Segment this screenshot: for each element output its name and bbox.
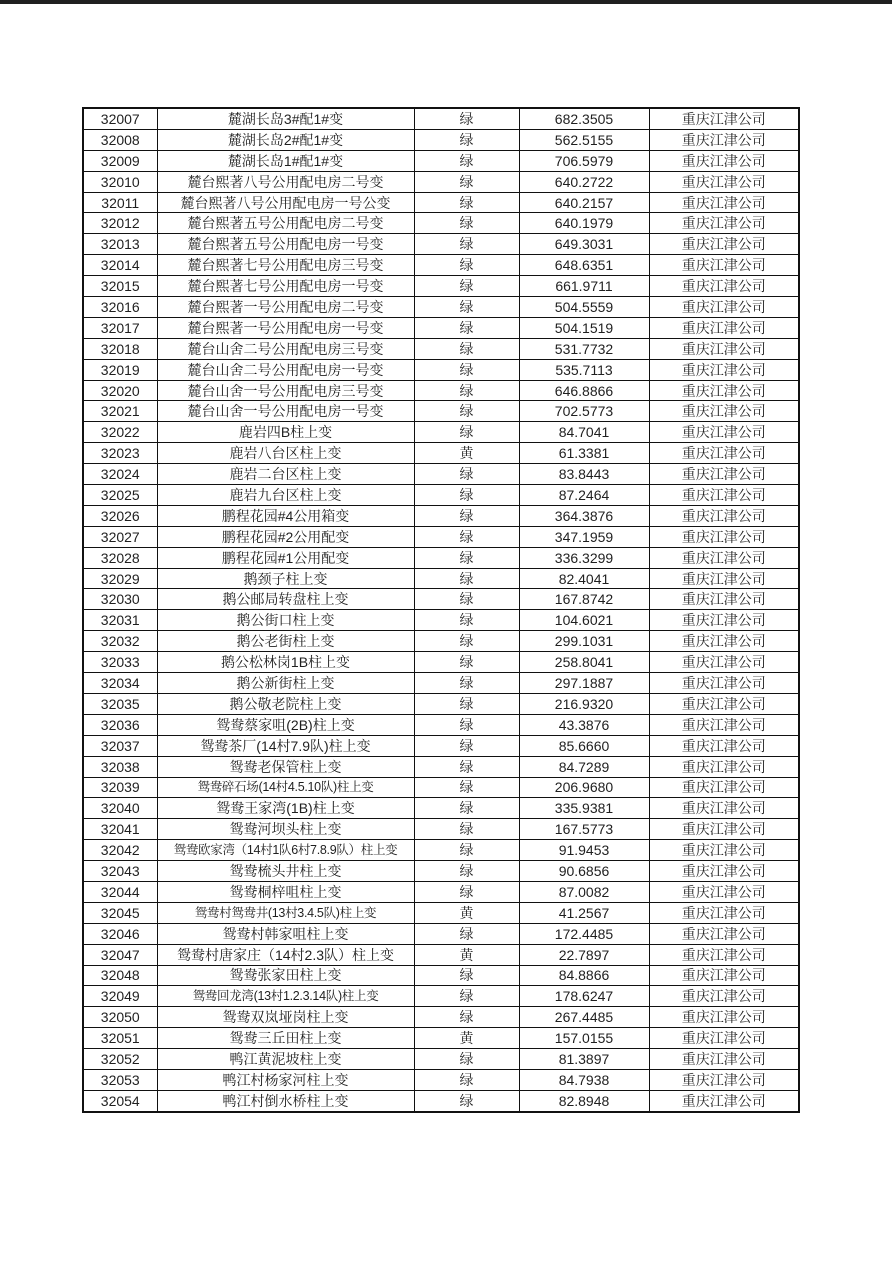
cell-company: 重庆江津公司	[649, 714, 799, 735]
table-row	[83, 693, 799, 714]
cell-id: 32054	[83, 1090, 157, 1111]
cell-status: 绿	[414, 359, 519, 380]
cell-name: 麓台熙著八号公用配电房二号变	[157, 171, 414, 192]
table-row	[83, 673, 799, 694]
cell-id: 32013	[83, 234, 157, 255]
cell-value: 649.3031	[519, 234, 649, 255]
cell-company: 重庆江津公司	[649, 610, 799, 631]
cell-name: 鸳鸯村韩家咀柱上变	[157, 923, 414, 944]
cell-id: 32012	[83, 213, 157, 234]
cell-status: 绿	[414, 631, 519, 652]
table-row	[83, 944, 799, 965]
cell-name: 麓湖长岛3#配1#变	[157, 108, 414, 129]
cell-name: 鹿岩四B柱上变	[157, 422, 414, 443]
cell-company: 重庆江津公司	[649, 317, 799, 338]
table-row	[83, 986, 799, 1007]
cell-name: 鸳鸯回龙湾(13村1.2.3.14队)柱上变	[157, 986, 414, 1007]
table-row	[83, 297, 799, 318]
cell-status: 绿	[414, 380, 519, 401]
table-row	[83, 610, 799, 631]
cell-status: 绿	[414, 819, 519, 840]
cell-name: 麓台熙著七号公用配电房三号变	[157, 255, 414, 276]
cell-name: 鹏程花园#4公用箱变	[157, 505, 414, 526]
cell-company: 重庆江津公司	[649, 652, 799, 673]
cell-status: 绿	[414, 317, 519, 338]
table-row	[83, 965, 799, 986]
table-row	[83, 902, 799, 923]
table-row	[83, 401, 799, 422]
table-row	[83, 589, 799, 610]
cell-id: 32010	[83, 171, 157, 192]
cell-id: 32040	[83, 798, 157, 819]
cell-value: 661.9711	[519, 276, 649, 297]
cell-company: 重庆江津公司	[649, 1028, 799, 1049]
cell-status: 绿	[414, 401, 519, 422]
cell-company: 重庆江津公司	[649, 359, 799, 380]
cell-company: 重庆江津公司	[649, 756, 799, 777]
cell-name: 鹏程花园#1公用配变	[157, 547, 414, 568]
table-row	[83, 380, 799, 401]
cell-company: 重庆江津公司	[649, 777, 799, 798]
cell-company: 重庆江津公司	[649, 234, 799, 255]
cell-value: 81.3897	[519, 1049, 649, 1070]
cell-value: 91.9453	[519, 840, 649, 861]
cell-id: 32042	[83, 840, 157, 861]
cell-name: 鸳鸯河坝头柱上变	[157, 819, 414, 840]
cell-id: 32011	[83, 192, 157, 213]
cell-name: 鹅公新街柱上变	[157, 673, 414, 694]
cell-value: 216.9320	[519, 693, 649, 714]
cell-value: 562.5155	[519, 129, 649, 150]
cell-name: 鸳鸯茶厂(14村7.9队)柱上变	[157, 735, 414, 756]
cell-company: 重庆江津公司	[649, 505, 799, 526]
cell-value: 84.7938	[519, 1069, 649, 1090]
cell-value: 85.6660	[519, 735, 649, 756]
cell-id: 32016	[83, 297, 157, 318]
cell-name: 鸳鸯村唐家庄（14村2.3队）柱上变	[157, 944, 414, 965]
cell-value: 535.7113	[519, 359, 649, 380]
cell-status: 绿	[414, 881, 519, 902]
cell-status: 绿	[414, 171, 519, 192]
table-row	[83, 568, 799, 589]
cell-name: 麓台熙著五号公用配电房二号变	[157, 213, 414, 234]
cell-company: 重庆江津公司	[649, 276, 799, 297]
cell-name: 鸳鸯欧家湾（14村1队6村7.8.9队）柱上变	[157, 840, 414, 861]
cell-status: 黄	[414, 1028, 519, 1049]
cell-value: 82.8948	[519, 1090, 649, 1111]
cell-status: 绿	[414, 693, 519, 714]
cell-value: 157.0155	[519, 1028, 649, 1049]
cell-name: 鸳鸯蔡家咀(2B)柱上变	[157, 714, 414, 735]
cell-company: 重庆江津公司	[649, 171, 799, 192]
cell-name: 鹅公敬老院柱上变	[157, 693, 414, 714]
table-row	[83, 443, 799, 464]
table-row	[83, 129, 799, 150]
cell-company: 重庆江津公司	[649, 380, 799, 401]
cell-status: 绿	[414, 338, 519, 359]
cell-id: 32007	[83, 108, 157, 129]
cell-id: 32034	[83, 673, 157, 694]
cell-name: 麓台熙著一号公用配电房一号变	[157, 317, 414, 338]
cell-name: 鸭江村杨家河柱上变	[157, 1069, 414, 1090]
cell-value: 531.7732	[519, 338, 649, 359]
cell-status: 绿	[414, 840, 519, 861]
cell-status: 绿	[414, 108, 519, 129]
table-row	[83, 1090, 799, 1111]
cell-name: 鸳鸯村鸳鸯井(13村3.4.5队)柱上变	[157, 902, 414, 923]
cell-name: 鸳鸯梳头井柱上变	[157, 861, 414, 882]
cell-id: 32018	[83, 338, 157, 359]
table-row	[83, 923, 799, 944]
cell-id: 32053	[83, 1069, 157, 1090]
cell-name: 麓台山舍二号公用配电房一号变	[157, 359, 414, 380]
cell-company: 重庆江津公司	[649, 1007, 799, 1028]
cell-company: 重庆江津公司	[649, 338, 799, 359]
cell-status: 绿	[414, 505, 519, 526]
cell-company: 重庆江津公司	[649, 526, 799, 547]
cell-id: 32031	[83, 610, 157, 631]
cell-company: 重庆江津公司	[649, 192, 799, 213]
cell-id: 32029	[83, 568, 157, 589]
cell-name: 鸭江村倒水桥柱上变	[157, 1090, 414, 1111]
cell-value: 702.5773	[519, 401, 649, 422]
table-row	[83, 276, 799, 297]
cell-id: 32023	[83, 443, 157, 464]
cell-id: 32021	[83, 401, 157, 422]
cell-status: 黄	[414, 944, 519, 965]
cell-value: 82.4041	[519, 568, 649, 589]
table-container	[82, 107, 798, 1113]
cell-id: 32015	[83, 276, 157, 297]
cell-value: 347.1959	[519, 526, 649, 547]
table-row	[83, 150, 799, 171]
cell-value: 90.6856	[519, 861, 649, 882]
cell-id: 32027	[83, 526, 157, 547]
table-row	[83, 881, 799, 902]
table-row	[83, 464, 799, 485]
cell-status: 绿	[414, 861, 519, 882]
cell-name: 鹅公邮局转盘柱上变	[157, 589, 414, 610]
cell-value: 172.4485	[519, 923, 649, 944]
cell-id: 32009	[83, 150, 157, 171]
cell-name: 鸳鸯桐梓咀柱上变	[157, 881, 414, 902]
cell-company: 重庆江津公司	[649, 547, 799, 568]
page-top-border	[0, 0, 892, 4]
transformer-table	[82, 107, 800, 1113]
cell-company: 重庆江津公司	[649, 944, 799, 965]
cell-value: 84.7289	[519, 756, 649, 777]
cell-status: 绿	[414, 923, 519, 944]
cell-company: 重庆江津公司	[649, 1090, 799, 1111]
cell-company: 重庆江津公司	[649, 589, 799, 610]
cell-id: 32045	[83, 902, 157, 923]
cell-value: 104.6021	[519, 610, 649, 631]
cell-status: 绿	[414, 777, 519, 798]
cell-status: 绿	[414, 276, 519, 297]
cell-name: 麓台熙著七号公用配电房一号变	[157, 276, 414, 297]
cell-value: 87.0082	[519, 881, 649, 902]
cell-name: 鸳鸯张家田柱上变	[157, 965, 414, 986]
cell-value: 504.5559	[519, 297, 649, 318]
cell-company: 重庆江津公司	[649, 881, 799, 902]
cell-name: 鸳鸯三丘田柱上变	[157, 1028, 414, 1049]
cell-name: 鹿岩二台区柱上变	[157, 464, 414, 485]
cell-value: 84.7041	[519, 422, 649, 443]
cell-value: 640.2157	[519, 192, 649, 213]
table-row	[83, 526, 799, 547]
table-row	[83, 317, 799, 338]
table-body	[83, 108, 799, 1112]
cell-company: 重庆江津公司	[649, 965, 799, 986]
cell-status: 绿	[414, 986, 519, 1007]
cell-status: 绿	[414, 485, 519, 506]
cell-company: 重庆江津公司	[649, 1049, 799, 1070]
cell-name: 鹿岩九台区柱上变	[157, 485, 414, 506]
table-row	[83, 234, 799, 255]
table-row	[83, 171, 799, 192]
cell-value: 87.2464	[519, 485, 649, 506]
cell-value: 682.3505	[519, 108, 649, 129]
cell-company: 重庆江津公司	[649, 631, 799, 652]
cell-id: 32022	[83, 422, 157, 443]
cell-status: 绿	[414, 652, 519, 673]
cell-id: 32025	[83, 485, 157, 506]
table-row	[83, 798, 799, 819]
cell-id: 32020	[83, 380, 157, 401]
cell-status: 绿	[414, 673, 519, 694]
cell-id: 32041	[83, 819, 157, 840]
cell-name: 麓台熙著五号公用配电房一号变	[157, 234, 414, 255]
cell-value: 504.1519	[519, 317, 649, 338]
cell-status: 绿	[414, 129, 519, 150]
cell-status: 绿	[414, 255, 519, 276]
cell-id: 32043	[83, 861, 157, 882]
table-row	[83, 359, 799, 380]
cell-value: 167.5773	[519, 819, 649, 840]
cell-value: 364.3876	[519, 505, 649, 526]
table-row	[83, 1049, 799, 1070]
cell-company: 重庆江津公司	[649, 693, 799, 714]
table-row	[83, 714, 799, 735]
table-row	[83, 631, 799, 652]
cell-id: 32052	[83, 1049, 157, 1070]
cell-value: 297.1887	[519, 673, 649, 694]
cell-name: 鹅公街口柱上变	[157, 610, 414, 631]
table-row	[83, 1028, 799, 1049]
cell-status: 绿	[414, 1007, 519, 1028]
cell-id: 32035	[83, 693, 157, 714]
cell-value: 336.3299	[519, 547, 649, 568]
cell-id: 32026	[83, 505, 157, 526]
cell-value: 83.8443	[519, 464, 649, 485]
cell-name: 鸳鸯老保管柱上变	[157, 756, 414, 777]
table-row	[83, 1069, 799, 1090]
table-row	[83, 255, 799, 276]
cell-id: 32051	[83, 1028, 157, 1049]
cell-status: 绿	[414, 1049, 519, 1070]
cell-name: 麓台熙著一号公用配电房二号变	[157, 297, 414, 318]
table-row	[83, 485, 799, 506]
cell-status: 绿	[414, 297, 519, 318]
table-row	[83, 422, 799, 443]
cell-value: 648.6351	[519, 255, 649, 276]
cell-company: 重庆江津公司	[649, 401, 799, 422]
cell-value: 178.6247	[519, 986, 649, 1007]
cell-status: 绿	[414, 610, 519, 631]
cell-company: 重庆江津公司	[649, 213, 799, 234]
table-row	[83, 338, 799, 359]
cell-id: 32017	[83, 317, 157, 338]
cell-status: 绿	[414, 547, 519, 568]
cell-id: 32024	[83, 464, 157, 485]
cell-id: 32036	[83, 714, 157, 735]
cell-company: 重庆江津公司	[649, 923, 799, 944]
cell-name: 麓湖长岛1#配1#变	[157, 150, 414, 171]
cell-company: 重庆江津公司	[649, 1069, 799, 1090]
cell-value: 41.2567	[519, 902, 649, 923]
cell-company: 重庆江津公司	[649, 422, 799, 443]
cell-id: 32048	[83, 965, 157, 986]
cell-value: 640.1979	[519, 213, 649, 234]
cell-value: 706.5979	[519, 150, 649, 171]
cell-status: 绿	[414, 714, 519, 735]
cell-id: 32019	[83, 359, 157, 380]
cell-id: 32037	[83, 735, 157, 756]
cell-id: 32046	[83, 923, 157, 944]
table-row	[83, 735, 799, 756]
cell-status: 绿	[414, 756, 519, 777]
cell-company: 重庆江津公司	[649, 861, 799, 882]
cell-name: 鸭江黄泥坡柱上变	[157, 1049, 414, 1070]
cell-company: 重庆江津公司	[649, 485, 799, 506]
cell-id: 32008	[83, 129, 157, 150]
cell-name: 鹏程花园#2公用配变	[157, 526, 414, 547]
cell-name: 鹿岩八台区柱上变	[157, 443, 414, 464]
cell-value: 84.8866	[519, 965, 649, 986]
table-row	[83, 213, 799, 234]
cell-value: 299.1031	[519, 631, 649, 652]
cell-company: 重庆江津公司	[649, 443, 799, 464]
cell-company: 重庆江津公司	[649, 464, 799, 485]
cell-company: 重庆江津公司	[649, 255, 799, 276]
cell-company: 重庆江津公司	[649, 902, 799, 923]
cell-name: 麓台山舍二号公用配电房三号变	[157, 338, 414, 359]
cell-status: 绿	[414, 464, 519, 485]
cell-value: 640.2722	[519, 171, 649, 192]
cell-status: 绿	[414, 965, 519, 986]
cell-name: 麓台熙著八号公用配电房一号公变	[157, 192, 414, 213]
cell-id: 32032	[83, 631, 157, 652]
table-row	[83, 108, 799, 129]
cell-value: 646.8866	[519, 380, 649, 401]
cell-status: 绿	[414, 150, 519, 171]
cell-id: 32044	[83, 881, 157, 902]
cell-company: 重庆江津公司	[649, 986, 799, 1007]
cell-company: 重庆江津公司	[649, 108, 799, 129]
cell-status: 绿	[414, 192, 519, 213]
table-row	[83, 547, 799, 568]
cell-status: 黄	[414, 902, 519, 923]
cell-company: 重庆江津公司	[649, 819, 799, 840]
table-row	[83, 861, 799, 882]
cell-name: 鹅公松林岗1B柱上变	[157, 652, 414, 673]
table-row	[83, 652, 799, 673]
cell-company: 重庆江津公司	[649, 150, 799, 171]
cell-id: 32050	[83, 1007, 157, 1028]
cell-name: 鹅颈子柱上变	[157, 568, 414, 589]
cell-value: 206.9680	[519, 777, 649, 798]
cell-value: 267.4485	[519, 1007, 649, 1028]
cell-status: 绿	[414, 1069, 519, 1090]
cell-company: 重庆江津公司	[649, 673, 799, 694]
cell-company: 重庆江津公司	[649, 297, 799, 318]
table-row	[83, 777, 799, 798]
table-row	[83, 192, 799, 213]
cell-id: 32049	[83, 986, 157, 1007]
cell-company: 重庆江津公司	[649, 798, 799, 819]
cell-id: 32028	[83, 547, 157, 568]
cell-company: 重庆江津公司	[649, 840, 799, 861]
cell-name: 麓台山舍一号公用配电房一号变	[157, 401, 414, 422]
cell-name: 麓湖长岛2#配1#变	[157, 129, 414, 150]
cell-id: 32030	[83, 589, 157, 610]
table-row	[83, 756, 799, 777]
cell-id: 32014	[83, 255, 157, 276]
cell-id: 32033	[83, 652, 157, 673]
cell-id: 32047	[83, 944, 157, 965]
cell-status: 绿	[414, 568, 519, 589]
table-row	[83, 840, 799, 861]
cell-value: 258.8041	[519, 652, 649, 673]
table-row	[83, 819, 799, 840]
cell-status: 绿	[414, 526, 519, 547]
cell-name: 鸳鸯碎石场(14村4.5.10队)柱上变	[157, 777, 414, 798]
cell-status: 绿	[414, 735, 519, 756]
cell-status: 绿	[414, 234, 519, 255]
cell-company: 重庆江津公司	[649, 568, 799, 589]
cell-value: 167.8742	[519, 589, 649, 610]
table-row	[83, 505, 799, 526]
cell-status: 绿	[414, 422, 519, 443]
cell-value: 43.3876	[519, 714, 649, 735]
cell-name: 鸳鸯双岚垭岗柱上变	[157, 1007, 414, 1028]
table-row	[83, 1007, 799, 1028]
cell-status: 绿	[414, 213, 519, 234]
cell-value: 22.7897	[519, 944, 649, 965]
cell-company: 重庆江津公司	[649, 735, 799, 756]
cell-company: 重庆江津公司	[649, 129, 799, 150]
cell-name: 鹅公老街柱上变	[157, 631, 414, 652]
cell-id: 32039	[83, 777, 157, 798]
cell-status: 绿	[414, 798, 519, 819]
cell-name: 麓台山舍一号公用配电房三号变	[157, 380, 414, 401]
cell-value: 335.9381	[519, 798, 649, 819]
cell-value: 61.3381	[519, 443, 649, 464]
cell-id: 32038	[83, 756, 157, 777]
cell-status: 黄	[414, 443, 519, 464]
cell-status: 绿	[414, 589, 519, 610]
cell-status: 绿	[414, 1090, 519, 1111]
cell-name: 鸳鸯王家湾(1B)柱上变	[157, 798, 414, 819]
